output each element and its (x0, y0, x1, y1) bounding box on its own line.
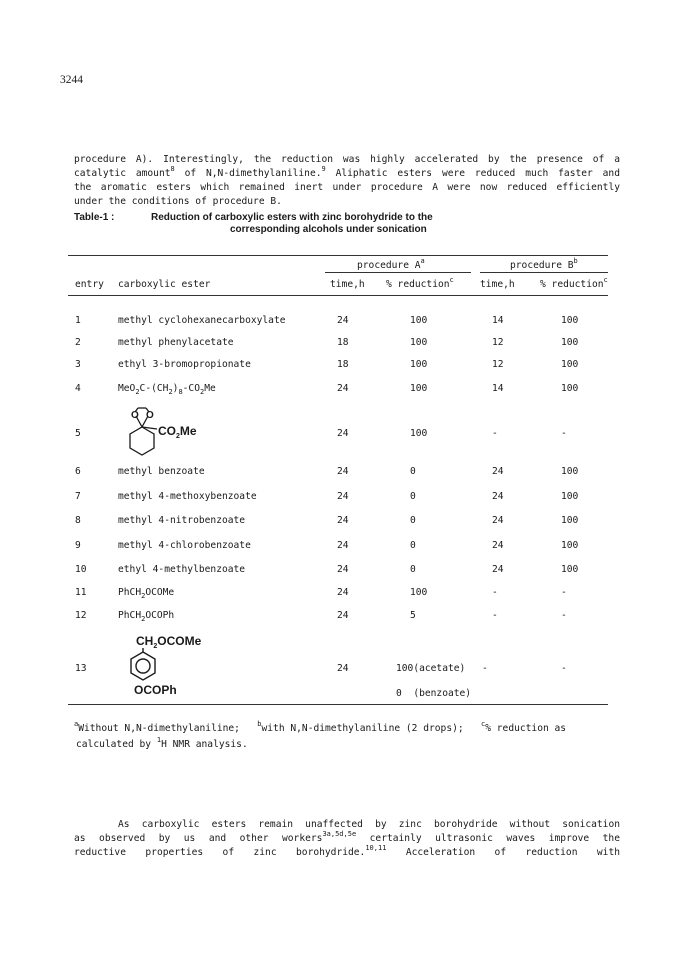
reduction-label: % reduction (540, 279, 604, 290)
formula-part: MeO (118, 383, 136, 394)
page-number: 3244 (60, 74, 83, 86)
entry-cell: 4 (75, 383, 81, 394)
formula-part: CO (158, 424, 176, 438)
time-a-cell: 24 (337, 663, 349, 674)
reduction-a-cell: 100 (410, 383, 428, 394)
formula-part: OCOMe (157, 634, 202, 648)
col-reduction-b (540, 276, 608, 290)
time-a-cell: 24 (337, 610, 349, 621)
ester-cell: methyl phenylacetate (118, 337, 234, 348)
col-entry: entry (75, 279, 104, 290)
time-b-cell: 24 (492, 564, 504, 575)
entry-cell: 1 (75, 315, 81, 326)
ref-superscript: 10,11 (365, 844, 387, 852)
entry-cell: 2 (75, 337, 81, 348)
ester-formula (118, 383, 216, 394)
table-bottom-rule (68, 704, 608, 705)
entry-cell: 3 (75, 359, 81, 370)
time-a-cell: 24 (337, 315, 349, 326)
ester-cell: methyl 4-nitrobenzoate (118, 515, 246, 526)
time-b-cell: - (482, 663, 488, 674)
footnote-text: Without N,N-dimethylaniline; (78, 723, 240, 734)
reduction-a-cell: 0 (benzoate) (396, 688, 472, 699)
structure-bottom-label: OCOPh (134, 683, 177, 697)
reduction-b-cell: - (561, 587, 567, 598)
reduction-a-cell: 100 (410, 428, 428, 439)
footnote-marker: c (481, 720, 486, 728)
benzene-ring-structure (128, 648, 158, 682)
reduction-b-cell: 100 (561, 337, 579, 348)
reduction-a-cell: 0 (410, 540, 416, 551)
procedure-a-label: procedure A (357, 260, 421, 271)
formula-part: Me (179, 424, 197, 438)
formula-subscript: 8 (178, 388, 183, 396)
footnote-marker: a (420, 257, 425, 265)
ester-cell: methyl benzoate (118, 466, 205, 477)
time-a-cell: 24 (337, 466, 349, 477)
reduction-a-cell: 0 (410, 515, 416, 526)
intro-text: Aliphatic esters were reduced much faster and (335, 168, 620, 179)
entry-cell: 10 (75, 564, 87, 575)
time-a-cell: 18 (337, 337, 349, 348)
entry-cell: 6 (75, 466, 81, 477)
time-b-cell: 14 (492, 383, 504, 394)
formula-part: C-(CH (139, 383, 169, 394)
entry-cell: 13 (75, 663, 87, 674)
time-a-cell: 24 (337, 383, 349, 394)
ref-superscript: 8 (170, 165, 175, 173)
reduction-b-cell: - (561, 610, 567, 621)
footnote-marker: a (74, 720, 79, 728)
entry-cell: 9 (75, 540, 81, 551)
footnote-marker: b (573, 257, 578, 265)
formula-part: Me (204, 383, 216, 394)
reduction-b-cell: 100 (561, 564, 579, 575)
formula-part: OCOMe (145, 587, 175, 598)
closing-line-2 (74, 832, 620, 846)
reduction-b-cell: 100 (561, 491, 579, 502)
svg-text:O: O (131, 410, 139, 421)
ester-cell: methyl 4-methoxybenzoate (118, 491, 257, 502)
time-a-cell: 24 (337, 540, 349, 551)
reduction-a-cell: 100 (410, 359, 428, 370)
structure-ester-label (158, 424, 197, 438)
time-b-cell: - (492, 428, 498, 439)
reduction-a-cell: 5 (410, 610, 416, 621)
reduction-a-cell: 0 (410, 491, 416, 502)
reduction-a-cell: 0 (410, 466, 416, 477)
intro-paragraph (74, 153, 620, 209)
footnote-text: % reduction as (485, 723, 567, 734)
procedure-a-header (357, 257, 425, 271)
formula-subscript: 2 (141, 592, 146, 600)
time-b-cell: 14 (492, 315, 504, 326)
footnote-text: with N,N-dimethylaniline (2 drops); (261, 723, 464, 734)
formula-subscript: 2 (153, 643, 158, 650)
time-b-cell: 12 (492, 337, 504, 348)
ester-cell: methyl cyclohexanecarboxylate (118, 315, 286, 326)
time-a-cell: 24 (337, 564, 349, 575)
table-footnote (74, 722, 566, 736)
footnote-text: calculated by (76, 739, 152, 750)
formula-part: OCOPh (145, 610, 175, 621)
closing-line-1: As carboxylic esters remain unaffected by zinc borohydride without sonication (118, 819, 620, 830)
ref-superscript: 9 (321, 165, 326, 173)
procedure-a-rule (325, 272, 471, 273)
intro-line-4: under the conditions of procedure B. (74, 196, 282, 207)
procedure-b-label: procedure B (510, 260, 574, 271)
intro-line-1: procedure A). Interestingly, the reduction was highly accelerated by the presence of a (74, 154, 620, 165)
ester-cell: methyl 4-chlorobenzoate (118, 540, 251, 551)
ref-superscript: 3a,5d,5e (322, 830, 357, 838)
formula-part: PhCH (118, 610, 142, 621)
formula-part: CH (136, 634, 154, 648)
intro-line-3: the aromatic esters which remained inert under procedure A were now reduced efficiently (74, 182, 620, 193)
table-top-rule (68, 255, 608, 256)
reduction-b-cell: - (561, 428, 567, 439)
formula-subscript: 2 (135, 388, 140, 396)
time-b-cell: 12 (492, 359, 504, 370)
intro-text: of N,N-dimethylaniline. (184, 168, 322, 179)
reduction-b-cell: 100 (561, 515, 579, 526)
ester-cell: ethyl 3-bromopropionate (118, 359, 251, 370)
reduction-a-cell: 100 (410, 337, 428, 348)
table-label: Table-1 : (74, 212, 115, 223)
reduction-b-cell: 100 (561, 466, 579, 477)
entry-cell: 8 (75, 515, 81, 526)
entry-cell: 7 (75, 491, 81, 502)
formula-subscript: 2 (199, 388, 205, 396)
reduction-a-cell: 100 (410, 587, 428, 598)
table-footnote-line-2 (76, 738, 248, 752)
time-b-cell: 24 (492, 515, 504, 526)
time-b-cell: 24 (492, 540, 504, 551)
intro-line-2 (74, 167, 620, 181)
formula-subscript: 2 (141, 615, 146, 623)
formula-subscript: 2 (168, 388, 173, 396)
intro-text: catalytic amount (74, 168, 171, 179)
closing-paragraph (74, 818, 620, 860)
col-time-a: time,h (330, 279, 365, 290)
reduction-b-cell: 100 (561, 359, 579, 370)
table-title: Reduction of carboxylic esters with zinc borohydride to the (151, 212, 433, 223)
table-title-continued: corresponding alcohols under sonication (230, 224, 427, 235)
reduction-b-cell: - (561, 663, 567, 674)
footnote-text: H NMR analysis. (161, 739, 248, 750)
time-a-cell: 24 (337, 428, 349, 439)
reduction-a-cell: 100(acetate) (396, 663, 466, 674)
ester-formula (118, 587, 174, 598)
time-b-cell: 24 (492, 491, 504, 502)
reduction-b-cell: 100 (561, 383, 579, 394)
closing-text: as observed by us and other workers (74, 833, 323, 844)
entry-cell: 12 (75, 610, 87, 621)
col-reduction-a (386, 276, 454, 290)
ester-formula (118, 610, 174, 621)
ester-cell: ethyl 4-methylbenzoate (118, 564, 246, 575)
reduction-b-cell: 100 (561, 540, 579, 551)
footnote-marker: c (603, 276, 608, 284)
entry-cell: 11 (75, 587, 87, 598)
time-b-cell: 24 (492, 466, 504, 477)
reduction-label: % reduction (386, 279, 450, 290)
procedure-b-rule (480, 272, 608, 273)
time-b-cell: - (492, 587, 498, 598)
svg-text:O: O (146, 410, 154, 421)
time-a-cell: 18 (337, 359, 349, 370)
footnote-marker: b (257, 720, 262, 728)
structure-top-label (136, 634, 201, 648)
entry-cell: 5 (75, 428, 81, 439)
footnote-marker: c (449, 276, 454, 284)
table-header-rule (68, 295, 608, 296)
closing-text: Acceleration of reduction with (405, 847, 620, 858)
reduction-a-cell: 100 (410, 315, 428, 326)
reduction-b-cell: 100 (561, 315, 579, 326)
formula-subscript: 2 (176, 433, 180, 440)
time-a-cell: 24 (337, 587, 349, 598)
time-b-cell: - (492, 610, 498, 621)
superscript: 1 (156, 736, 162, 744)
col-ester: carboxylic ester (118, 279, 211, 290)
formula-part: ) (172, 383, 179, 394)
closing-text: certainly ultrasonic waves improve the (369, 833, 620, 844)
closing-line-3 (74, 846, 620, 860)
formula-part: PhCH (118, 587, 142, 598)
closing-text: reductive properties of zinc borohydride. (74, 847, 366, 858)
time-a-cell: 24 (337, 491, 349, 502)
time-a-cell: 24 (337, 515, 349, 526)
reduction-a-cell: 0 (410, 564, 416, 575)
formula-part: -CO (182, 383, 200, 394)
procedure-b-header (510, 257, 578, 271)
col-time-b: time,h (480, 279, 515, 290)
